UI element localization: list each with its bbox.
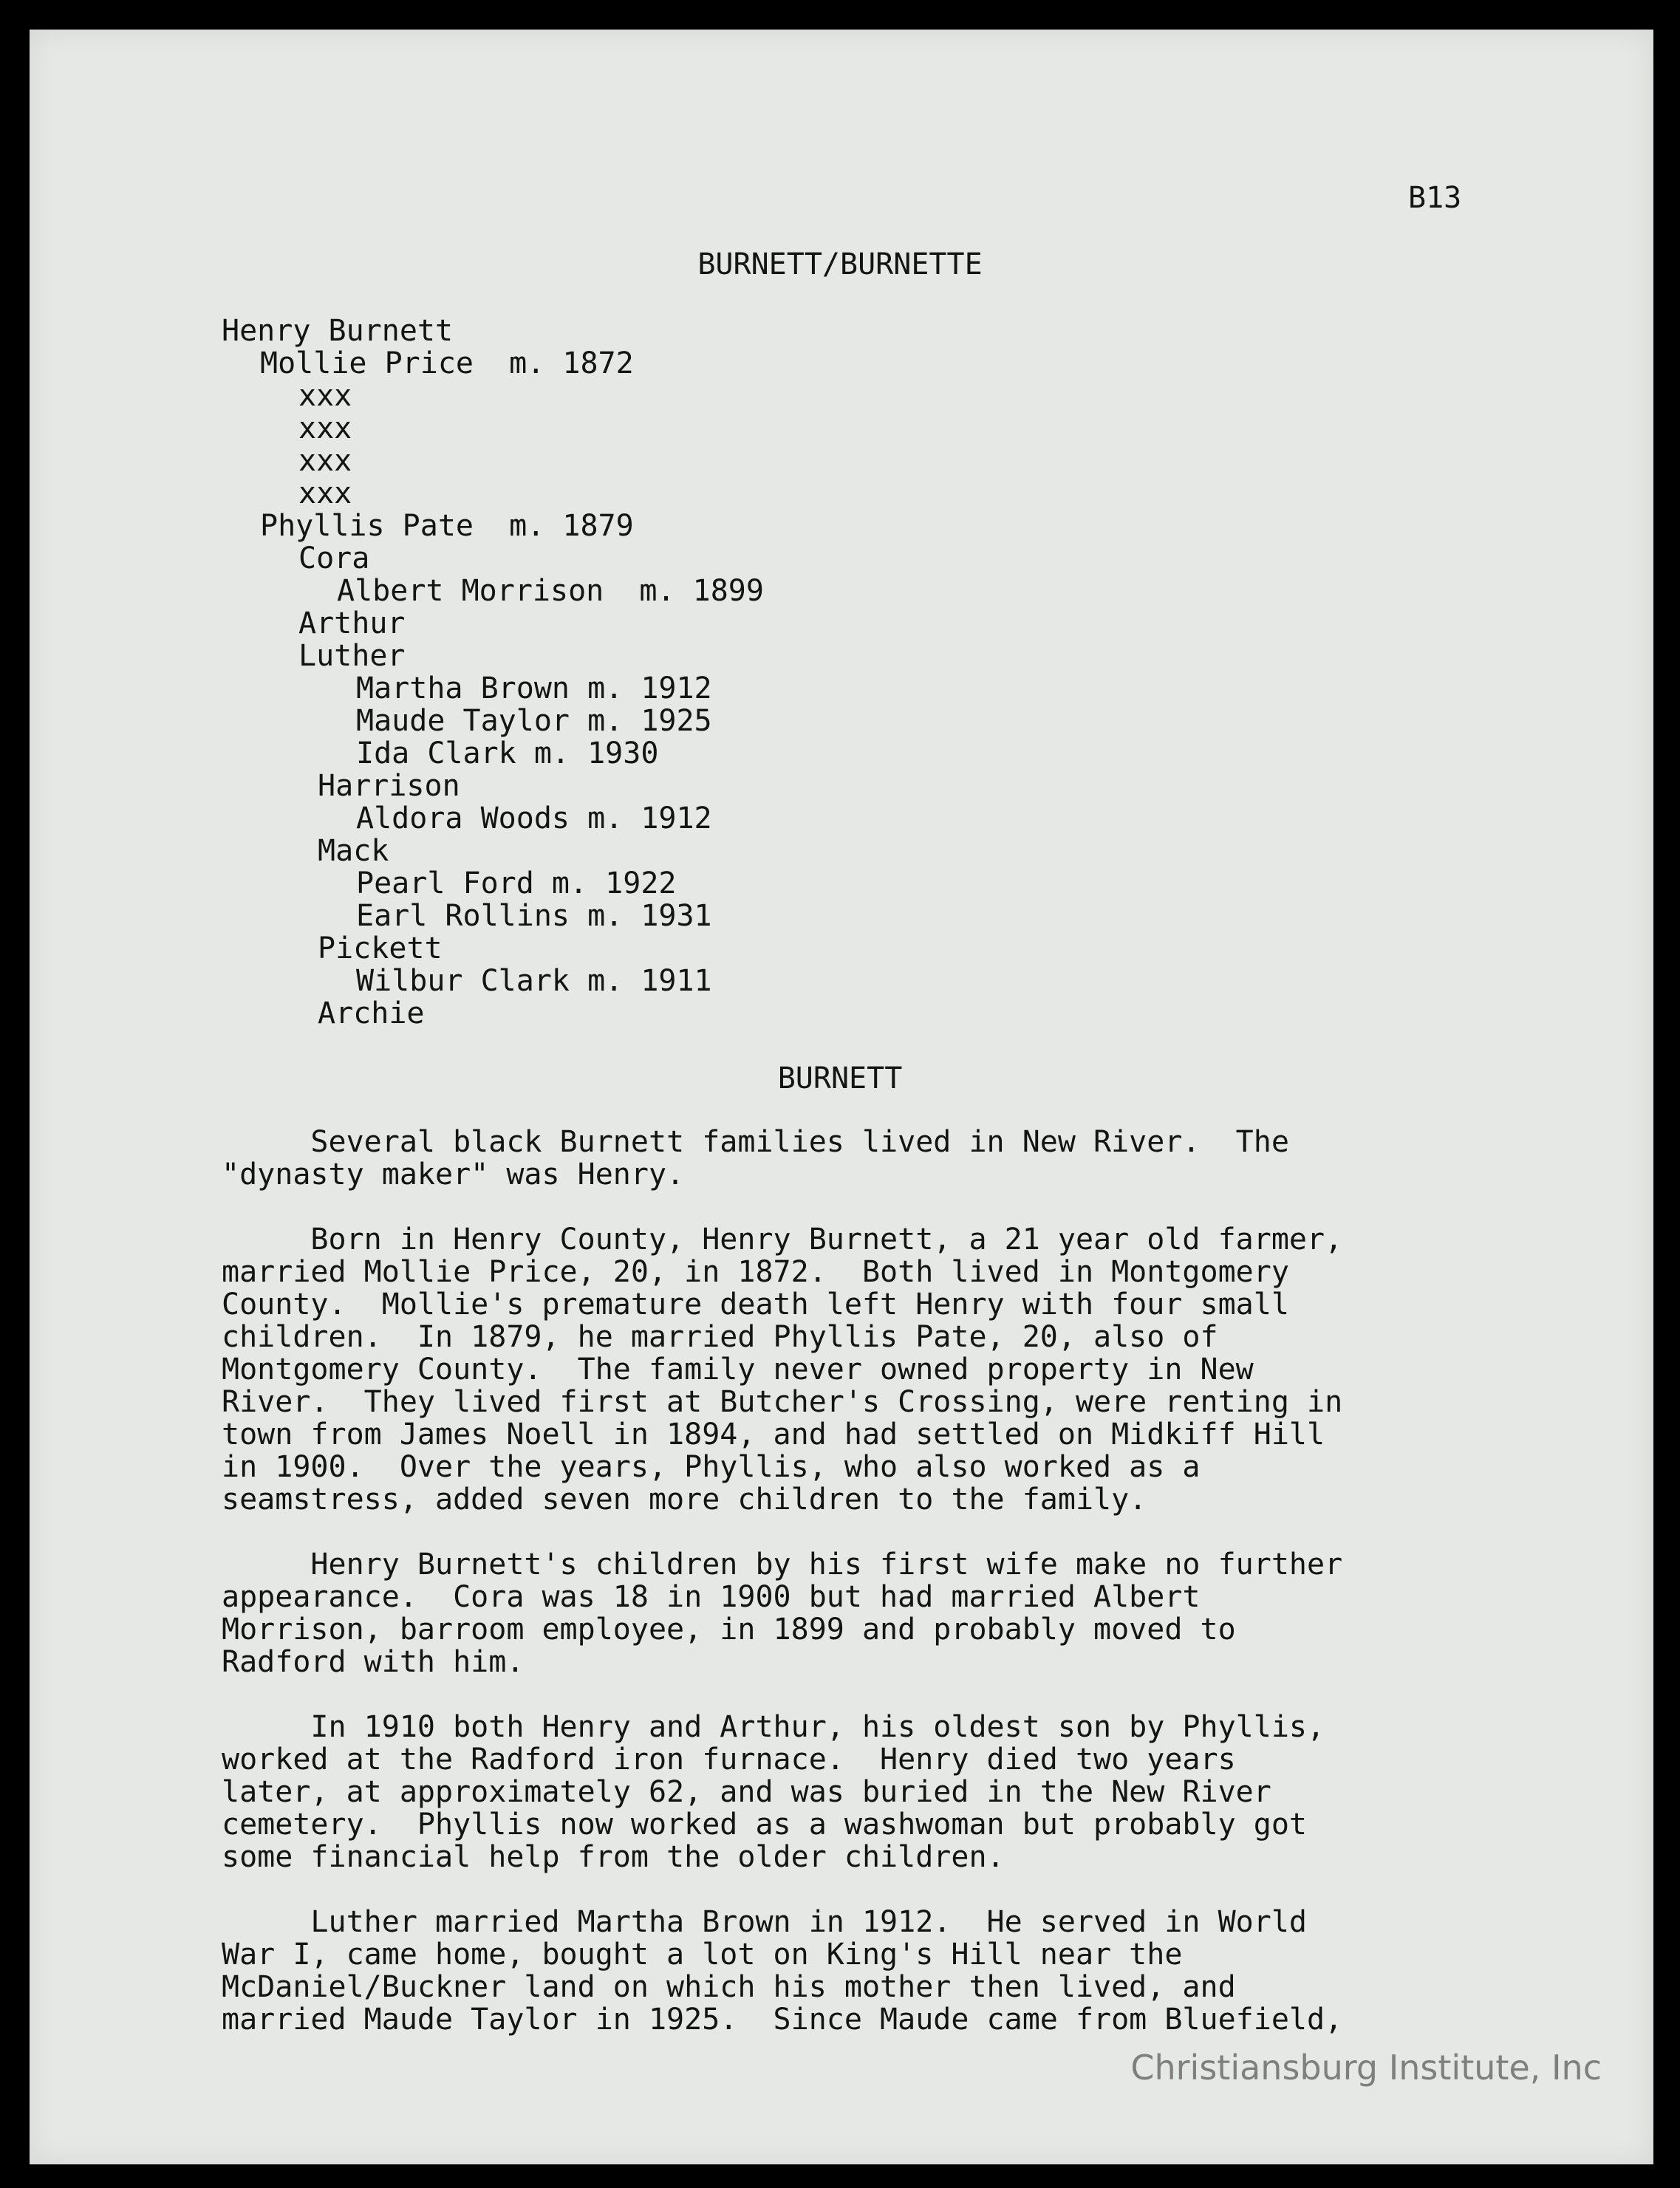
paragraph-line: town from James Noell in 1894, and had settled on Midkiff Hill [222, 1418, 1325, 1452]
paragraph-line: "dynasty maker" was Henry. [222, 1158, 685, 1192]
tree-entry: xxx [298, 411, 352, 445]
tree-entry: Arthur [298, 606, 406, 640]
paragraph-line: Henry Burnett's children by his first wife make no further [222, 1548, 1343, 1582]
tree-entry: Harrison [318, 769, 460, 803]
paragraph [222, 1223, 1507, 1516]
tree-entry: Maude Taylor m. 1925 [356, 704, 712, 738]
paragraph-line: seamstress, added seven more children to the family. [222, 1483, 1147, 1517]
paragraph-line: appearance. Cora was 18 in 1900 but had married Albert [222, 1580, 1201, 1614]
tree-entry: xxx [298, 444, 352, 478]
tree-entry: Ida Clark m. 1930 [356, 736, 659, 770]
paragraph-line: Luther married Martha Brown in 1912. He served in World [222, 1905, 1308, 1939]
paragraph-line: Several black Burnett families lived in New River. The [222, 1125, 1289, 1159]
paragraph [222, 1548, 1507, 1678]
tree-entry: Luther [298, 639, 406, 673]
paragraph [222, 1711, 1507, 1873]
paragraph-line: County. Mollie's premature death left Henry with four small [222, 1288, 1289, 1322]
paragraph-line: in 1900. Over the years, Phyllis, who also worked as a [222, 1450, 1201, 1484]
paragraph-line: Montgomery County. The family never owned property in New [222, 1353, 1254, 1387]
tree-entry: Aldora Woods m. 1912 [356, 801, 712, 835]
tree-entry: Archie [318, 996, 425, 1030]
tree-entry: Martha Brown m. 1912 [356, 671, 712, 705]
tree-entry: xxx [298, 476, 352, 510]
paragraph-line: McDaniel/Buckner land on which his mother then lived, and [222, 1970, 1236, 2004]
tree-entry: xxx [298, 379, 352, 413]
family-tree [222, 315, 764, 1030]
watermark: Christiansburg Institute, Inc [1130, 2048, 1602, 2088]
paragraph-line: Morrison, barroom employee, in 1899 and probably moved to [222, 1613, 1236, 1647]
tree-entry: Earl Rollins m. 1931 [356, 899, 712, 933]
paragraph-line: later, at approximately 62, and was buried in the New River [222, 1775, 1271, 1809]
tree-entry: Albert Morrison m. 1899 [337, 574, 764, 608]
paragraph-line: Radford with him. [222, 1645, 525, 1679]
paragraph-line: Born in Henry County, Henry Burnett, a 21 year old farmer, [222, 1223, 1343, 1257]
paragraph-line: married Mollie Price, 20, in 1872. Both lived in Montgomery [222, 1255, 1289, 1289]
tree-entry: Wilbur Clark m. 1911 [356, 964, 712, 998]
paragraph-line: some financial help from the older children. [222, 1840, 1005, 1874]
paragraph-line: cemetery. Phyllis now worked as a washwoman but probably got [222, 1808, 1308, 1842]
tree-entry: Cora [298, 541, 370, 575]
tree-entry: Phyllis Pate m. 1879 [260, 509, 634, 543]
tree-entry: Mollie Price m. 1872 [260, 346, 634, 380]
family-heading: BURNETT/BURNETTE [697, 247, 983, 281]
paragraph-line: War I, came home, bought a lot on King's Hill near the [222, 1938, 1183, 1972]
paragraph-line: children. In 1879, he married Phyllis Pate, 20, also of [222, 1320, 1218, 1354]
paragraph-line: In 1910 both Henry and Arthur, his oldest son by Phyllis, [222, 1710, 1325, 1744]
paragraph-line: married Maude Taylor in 1925. Since Maude came from Bluefield, [222, 2003, 1343, 2037]
section-heading: BURNETT [777, 1061, 903, 1095]
paragraph [222, 1906, 1507, 2036]
paragraph-line: River. They lived first at Butcher's Crossing, were renting in [222, 1385, 1343, 1419]
paragraph-line: worked at the Radford iron furnace. Henry died two years [222, 1743, 1236, 1777]
tree-entry: Pearl Ford m. 1922 [356, 866, 677, 900]
tree-entry: Pickett [318, 931, 443, 965]
page-number: B13 [1408, 181, 1462, 215]
paragraph [222, 1126, 1507, 1191]
tree-entry: Henry Burnett [222, 314, 454, 348]
tree-entry: Mack [318, 834, 389, 868]
narrative-text [222, 1126, 1507, 2068]
